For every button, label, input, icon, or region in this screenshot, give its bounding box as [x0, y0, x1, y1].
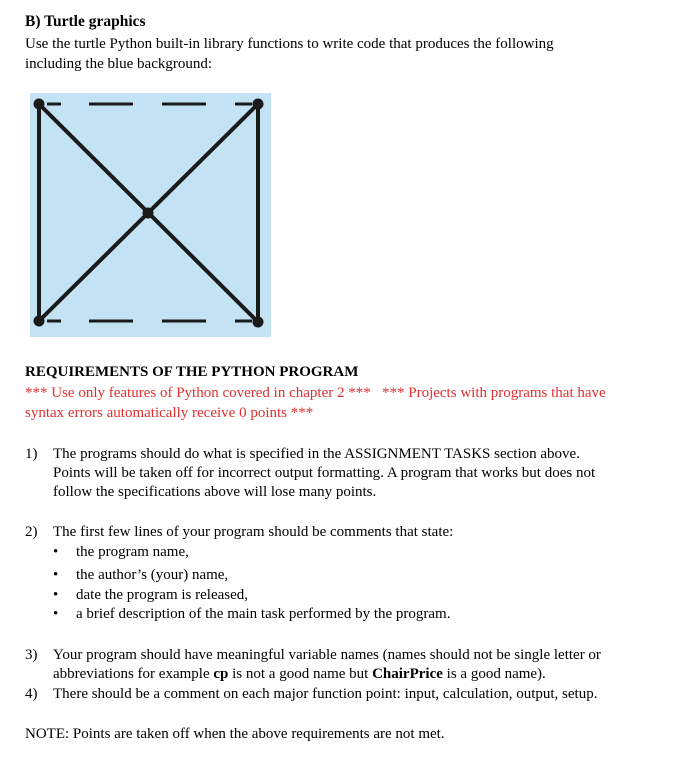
item-3-line-1: Your program should have meaningful variable names (names should not be single letter or: [53, 647, 601, 663]
item-3-number: 3): [25, 647, 38, 663]
item-4-line-1: There should be a comment on each major function point: input, calculation, output, setup.: [53, 686, 598, 702]
item-3-bad-example: cp: [213, 666, 229, 682]
turtle-figure: [30, 93, 271, 337]
bullet-icon: •: [53, 567, 59, 583]
warning-line-1: *** Use only features of Python covered in chapter 2 *** *** Projects with programs that have: [25, 385, 606, 401]
bullet-icon: •: [53, 587, 59, 603]
bullet-item: a brief description of the main task performed by the program.: [76, 606, 451, 622]
item-3-text-pre: abbreviations for example: [53, 666, 214, 682]
item-1-line-1: The programs should do what is specified in the ASSIGNMENT TASKS section above.: [53, 446, 580, 462]
corner-dot-top-left: [34, 99, 45, 110]
center-dot: [143, 208, 154, 219]
item-4-number: 4): [25, 686, 38, 702]
item-3-text-post: is a good name).: [442, 666, 546, 682]
section-heading: B) Turtle graphics: [25, 13, 146, 30]
intro-line-2: including the blue background:: [25, 56, 213, 72]
warning-line-2: syntax errors automatically receive 0 points ***: [25, 405, 314, 421]
item-1-line-3: follow the specifications above will lose many points.: [53, 484, 377, 500]
corner-dot-top-right: [253, 99, 264, 110]
bullet-item: the program name,: [76, 544, 189, 560]
item-3-text-mid: is not a good name but: [228, 666, 373, 682]
item-3-line-2: [53, 664, 546, 684]
bullet-icon: •: [53, 544, 59, 560]
item-1-line-2: Points will be taken off for incorrect output formatting. A program that works but does not: [53, 465, 596, 481]
corner-dot-bottom-right: [253, 317, 264, 328]
item-2-line-1: The first few lines of your program should be comments that state:: [53, 524, 454, 540]
note-text: NOTE: Points are taken off when the above requirements are not met.: [25, 726, 445, 742]
bullet-item: the author’s (your) name,: [76, 567, 229, 583]
item-2-number: 2): [25, 524, 38, 540]
requirements-heading: REQUIREMENTS OF THE PYTHON PROGRAM: [25, 364, 359, 380]
item-3-good-example: ChairPrice: [372, 666, 443, 682]
corner-dot-bottom-left: [34, 316, 45, 327]
bullet-icon: •: [53, 606, 59, 622]
bullet-item: date the program is released,: [76, 587, 249, 603]
intro-line-1: Use the turtle Python built-in library functions to write code that produces the following: [25, 36, 554, 52]
item-1-number: 1): [25, 446, 38, 462]
